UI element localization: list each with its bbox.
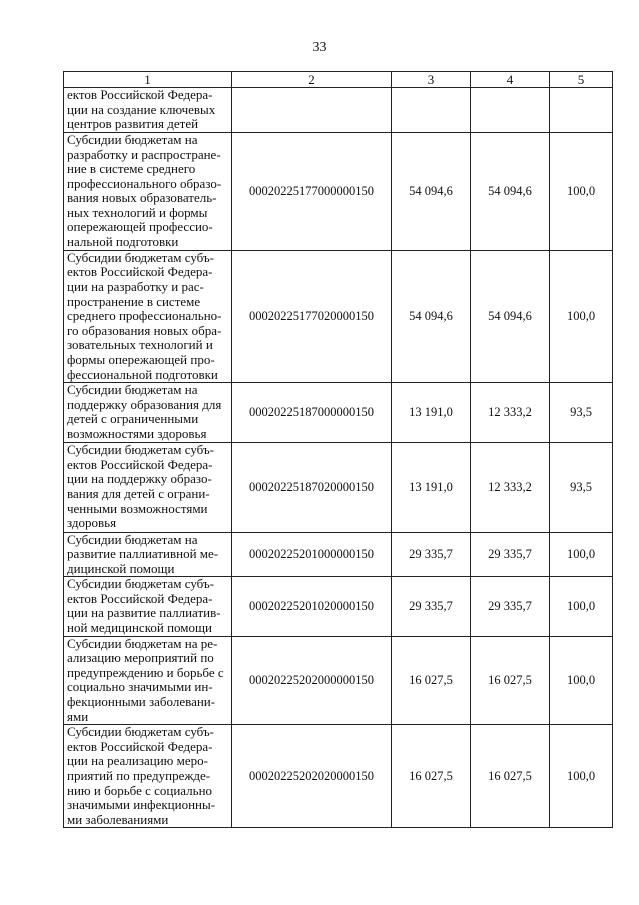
budget-classification-code [232,88,392,133]
execution-percent [550,88,613,133]
budget-item-name-line: Субсидии бюджетам на [67,132,198,147]
budget-item-name-line: ектов Российской Федера- [67,590,213,606]
budget-item-name-line: зовательных технологий и [67,337,213,353]
budget-item-name [64,88,232,133]
budget-item-name-line: профессионального образо- [67,175,222,191]
budget-classification-code: 00020225202020000150 [232,725,392,828]
budget-item-name-line: ных технологий и формы [67,204,208,220]
budget-item-name-line: значимыми инфекционны- [67,797,216,813]
budget-item-name-line: Субсидии бюджетам субъ- [67,442,215,458]
planned-amount: 29 335,7 [392,532,471,577]
planned-amount: 54 094,6 [392,132,471,250]
budget-item-name-line: формы опережающей про- [67,351,215,367]
budget-item-name [64,532,232,577]
budget-item-name-line: разработку и распростране- [67,146,221,162]
budget-item-name [64,442,232,532]
budget-item-name-line: здоровья [67,515,117,531]
column-header: 3 [392,72,471,88]
budget-item-name-line: ми заболеваниями [67,811,169,827]
budget-item-name [64,636,232,725]
budget-item-name-line: ции на развитие паллиатив- [67,605,221,621]
budget-item-name-line: ченными возможностями [67,500,208,516]
table-row [64,532,613,577]
budget-classification-code: 00020225201000000150 [232,532,392,577]
budget-item-name-line: нальной подготовки [67,234,179,250]
budget-item-name [64,132,232,250]
budget-item-name-line: детей с ограниченными [67,411,199,427]
execution-percent: 100,0 [550,250,613,382]
actual-amount: 12 333,2 [471,442,550,532]
budget-item-name-line: приятий по предупрежде- [67,768,211,783]
budget-item-name-line: центров развития детей [67,116,199,132]
budget-item-name-line: возможностями здоровья [67,425,207,441]
planned-amount: 29 335,7 [392,577,471,636]
execution-percent: 93,5 [550,383,613,442]
budget-classification-code: 00020225177020000150 [232,250,392,382]
budget-classification-code: 00020225202000000150 [232,636,392,725]
table-row [64,577,613,636]
budget-item-name-line: Субсидии бюджетам субъ- [67,576,215,592]
budget-item-name-line: го образования новых обра- [67,322,222,338]
budget-item-name-line: Субсидии бюджетам на ре- [67,636,218,651]
execution-percent: 100,0 [550,577,613,636]
actual-amount: 12 333,2 [471,383,550,442]
table-row [64,636,613,725]
planned-amount: 13 191,0 [392,383,471,442]
budget-item-name-line: ции на создание ключевых [67,101,216,117]
budget-item-name-line: ектов Российской Федера- [67,87,213,102]
actual-amount: 29 335,7 [471,532,550,577]
budget-item-name-line: дицинской помощи [67,560,175,576]
column-header: 5 [550,72,613,88]
budget-table [63,71,613,828]
budget-item-name-line: Субсидии бюджетам на [67,532,198,547]
budget-item-name-line: ектов Российской Федера- [67,264,213,280]
column-header: 4 [471,72,550,88]
planned-amount: 13 191,0 [392,442,471,532]
planned-amount: 54 094,6 [392,250,471,382]
actual-amount: 29 335,7 [471,577,550,636]
budget-classification-code: 00020225187020000150 [232,442,392,532]
budget-item-name-line: вания для детей с ограни- [67,486,210,501]
actual-amount: 54 094,6 [471,132,550,250]
execution-percent: 93,5 [550,442,613,532]
budget-item-name-line: ной медицинской помощи [67,620,212,636]
budget-item-name [64,577,232,636]
planned-amount [392,88,471,133]
column-header: 1 [64,72,232,88]
budget-item-name-line: предупреждению и борьбе с [67,664,224,680]
budget-item-name-line: развитие паллиативной ме- [67,546,219,562]
budget-item-name-line: ями [67,708,89,724]
budget-item-name-line: вания новых образователь- [67,190,217,206]
execution-percent: 100,0 [550,725,613,828]
budget-item-name-line: фекционными заболевани- [67,694,216,710]
budget-item-name [64,725,232,828]
actual-amount: 16 027,5 [471,725,550,828]
table-row [64,383,613,442]
page-number: 33 [312,40,327,55]
budget-item-name-line: ции на разработку и рас- [67,278,204,294]
planned-amount: 16 027,5 [392,636,471,725]
execution-percent: 100,0 [550,132,613,250]
table-row [64,725,613,828]
budget-item-name-line: фессиональной подготовки [67,366,218,382]
table-row [64,132,613,250]
budget-item-name-line: нию и борьбе с социально [67,782,213,798]
budget-item-name-line: ектов Российской Федера- [67,738,213,754]
execution-percent: 100,0 [550,636,613,725]
actual-amount: 16 027,5 [471,636,550,725]
budget-classification-code: 00020225201020000150 [232,577,392,636]
budget-classification-code: 00020225177000000150 [232,132,392,250]
budget-item-name-line: ализацию мероприятий по [67,650,214,666]
table-header-row [64,72,613,88]
budget-item-name-line: пространение в системе [67,293,201,309]
budget-item-name-line: Субсидии бюджетам субъ- [67,250,215,265]
planned-amount: 16 027,5 [392,725,471,828]
budget-item-name [64,250,232,382]
execution-percent: 100,0 [550,532,613,577]
actual-amount [471,88,550,133]
budget-item-name-line: поддержку образования для [67,396,222,412]
actual-amount: 54 094,6 [471,250,550,382]
budget-item-name-line: ектов Российской Федера- [67,456,213,472]
table-row [64,250,613,382]
budget-item-name-line: ции на реализацию меро- [67,753,208,769]
budget-item-name-line: Субсидии бюджетам на [67,382,198,398]
table-row [64,442,613,532]
budget-item-name-line: среднего профессионально- [67,308,222,324]
budget-item-name [64,383,232,442]
budget-item-name-line: социально значимыми ин- [67,679,213,695]
budget-item-name-line: Субсидии бюджетам субъ- [67,724,215,740]
table-row [64,88,613,133]
budget-item-name-line: ние в системе среднего [67,161,196,177]
budget-item-name-line: ции на поддержку образо- [67,471,212,487]
budget-item-name-line: опережающей профессио- [67,219,213,235]
budget-classification-code: 00020225187000000150 [232,383,392,442]
column-header: 2 [232,72,392,88]
